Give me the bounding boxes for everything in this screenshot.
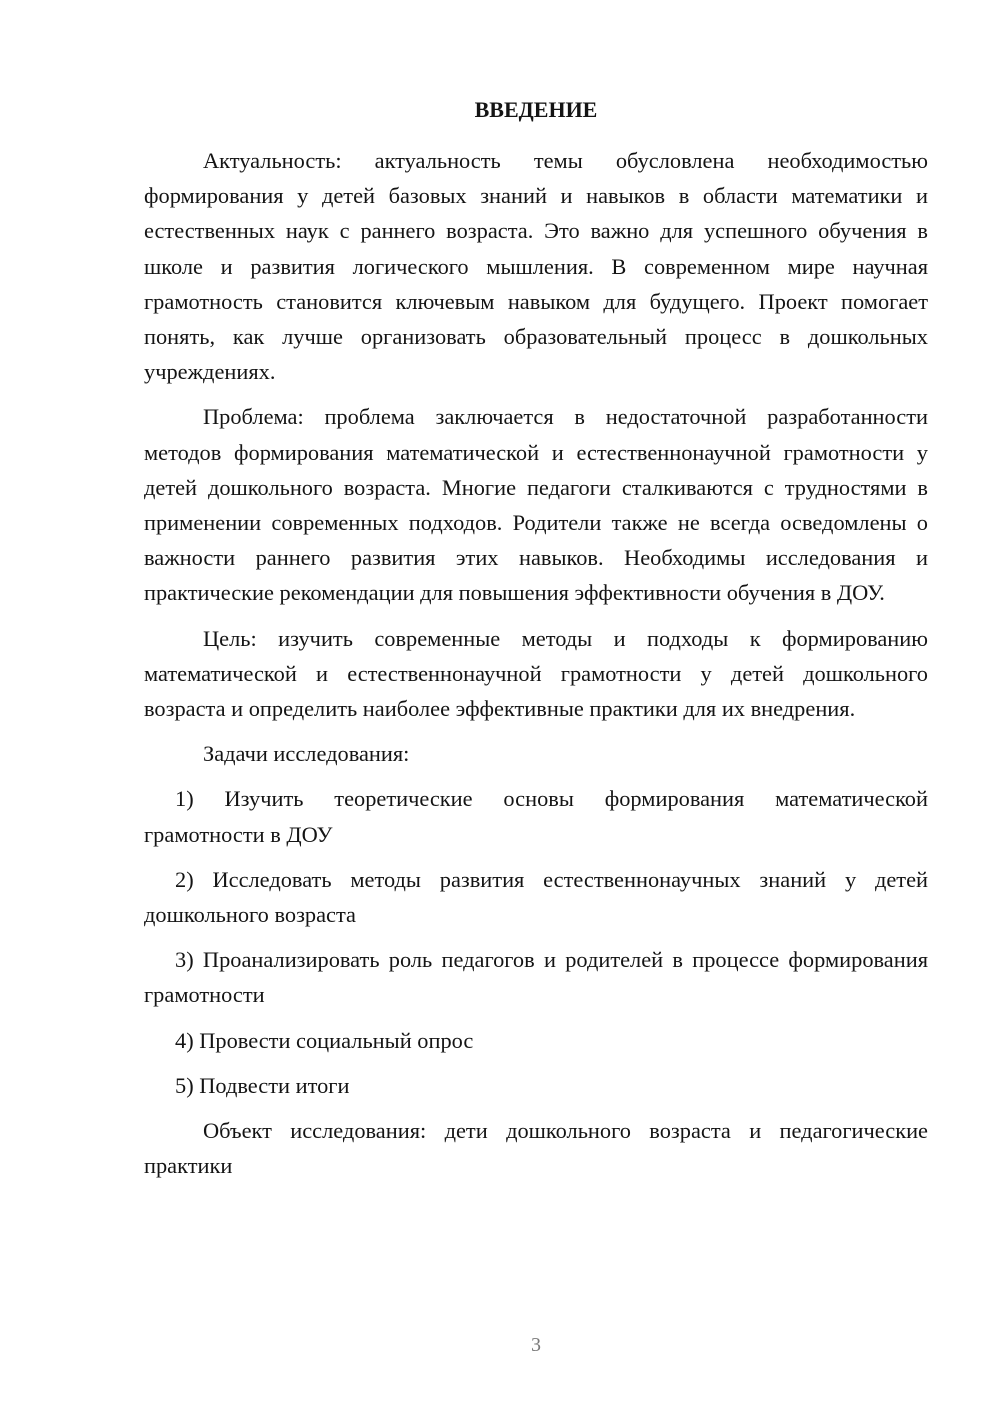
task-item-1: 1) Изучить теоретические основы формирования математической грамотности в ДОУ xyxy=(144,786,928,847)
paragraph-goal: Цель: изучить современные методы и подходы к формированию математической и естественнонаучной грамотности у детей дошкольного возраста и определить наиболее эффективные практики для их внедрения. xyxy=(144,625,928,722)
task-item-5: 5) Подвести итоги xyxy=(175,1072,350,1098)
section-title: ВВЕДЕНИЕ xyxy=(474,97,598,122)
paragraph-object: Объект исследования: дети дошкольного возраста и педагогические практики xyxy=(144,1118,928,1179)
task-item-2: 2) Исследовать методы развития естественнонаучных знаний у детей дошкольного возраста xyxy=(144,866,928,928)
task-item-4: 4) Провести социальный опрос xyxy=(175,1027,474,1053)
page-number: 3 xyxy=(531,1334,541,1356)
document-page xyxy=(144,92,928,1193)
paragraph-relevance: Актуальность: актуальность темы обусловлена необходимостью формирования у детей базовых знаний и навыков в области математики и естественных наук с раннего возраста. Это важно для успешного обучения в школе и развития логического мышления. В современном мире научная грамотность становится ключевым навыком для будущего. Проект помогает понять, как лучше организовать образовательный процесс в дошкольных учреждениях. xyxy=(144,148,928,385)
paragraph-problem: Проблема: проблема заключается в недостаточной разработанности методов формирования математической и естественнонаучной грамотности у детей дошкольного возраста. Многие педагоги сталкиваются с трудностями в применении современных подходов. Родители также не всегда осведомлены о важности раннего развития этих навыков. Необходимы исследования и практические рекомендации для повышения эффективности обучения в ДОУ. xyxy=(144,404,928,606)
paragraph-tasks-heading: Задачи исследования: xyxy=(203,741,410,767)
task-item-3: 3) Проанализировать роль педагогов и родителей в процессе формирования грамотности xyxy=(144,947,928,1008)
